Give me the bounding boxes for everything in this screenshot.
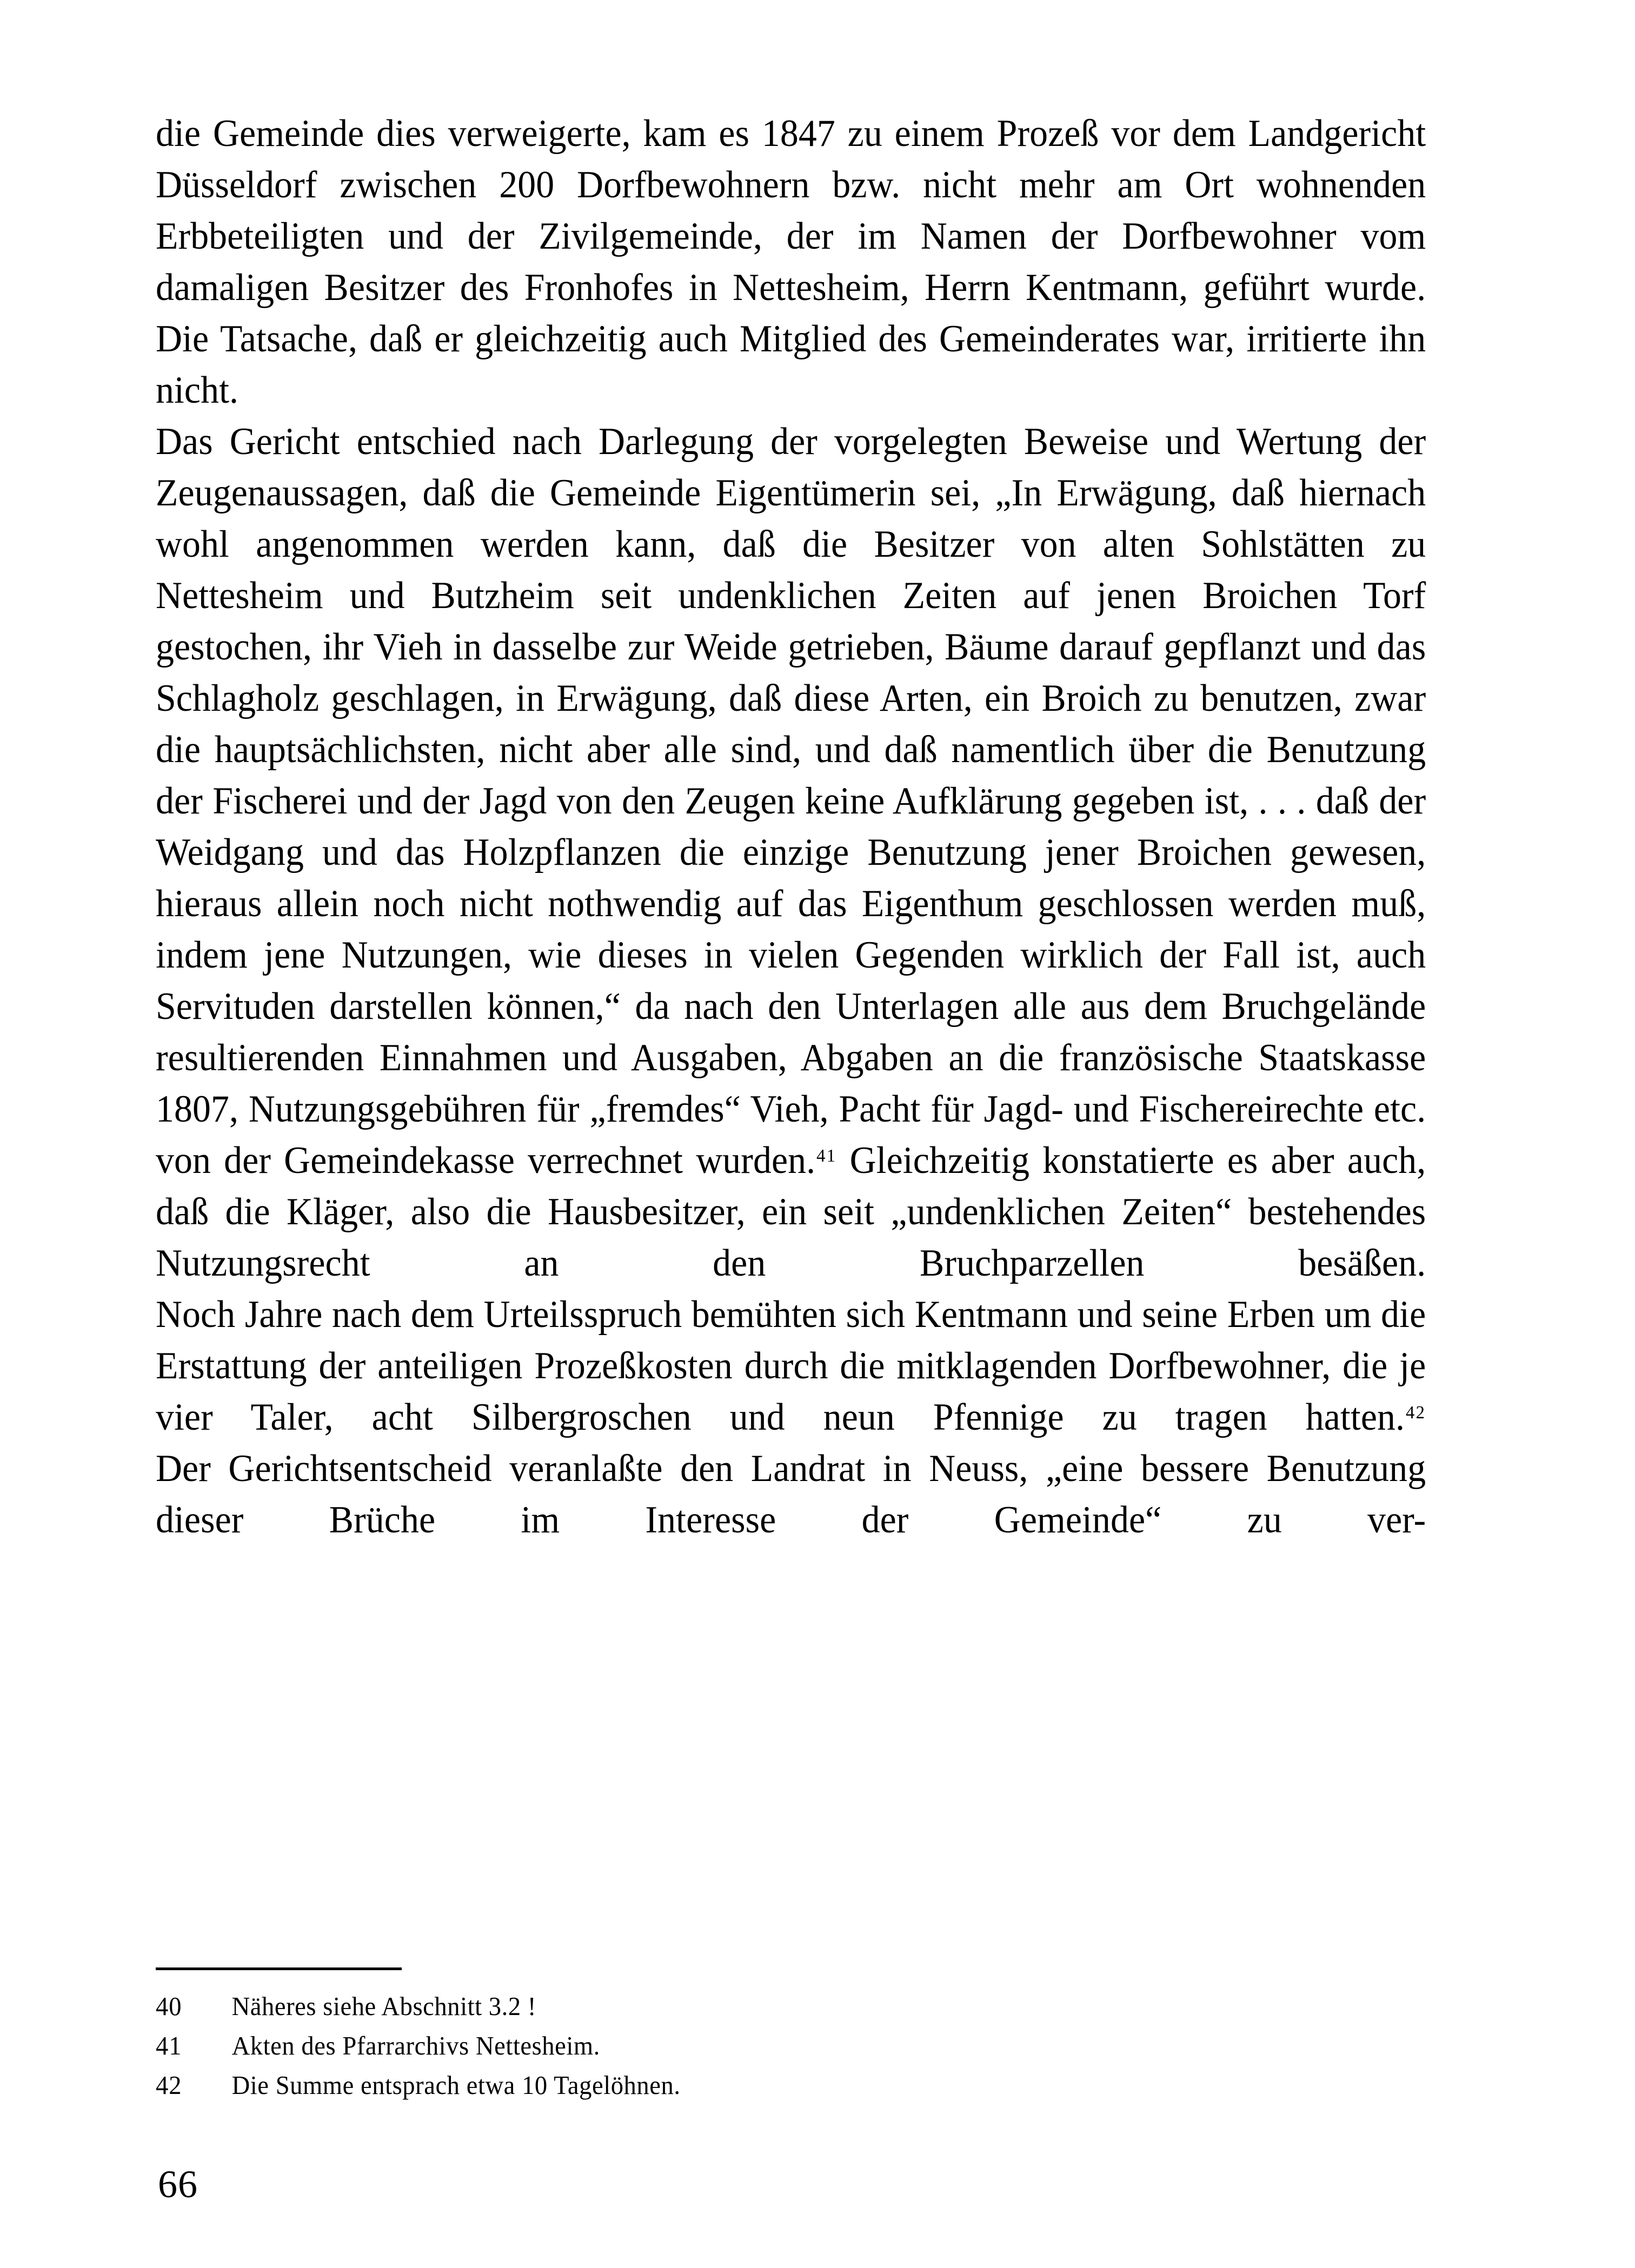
paragraph-landrat: Der Gerichtsentscheid veranlaßte den Landrat in Neuss, „eine bessere Benutzung dieser Brüche im Interesse der Gemeinde“ zu ver-	[156, 1447, 1426, 1541]
footnote-text-42: Die Summe entsprach etwa 10 Tagelöhnen.	[231, 2070, 681, 2100]
footnote-item-42	[156, 2065, 1419, 2105]
paragraph-urteil	[156, 416, 1426, 1289]
body-text-column	[156, 108, 1486, 1546]
page-number: 66	[158, 2163, 198, 2206]
footnote-text-41: Akten des Pfarrarchivs Nettesheim.	[231, 2031, 600, 2060]
footnote-ref-41[interactable]: 41	[816, 1145, 837, 1166]
paragraph-erben	[156, 1289, 1426, 1443]
footnote-number-41: 41	[156, 2031, 182, 2060]
footnote-text-40: Näheres siehe Abschnitt 3.2 !	[231, 1991, 536, 2021]
footnote-number-40: 40	[156, 1991, 182, 2021]
paragraph-erben-part-1: Noch Jahre nach dem Urteilsspruch bemühten sich Kentmann und seine Erben um die Erstattung der anteiligen Prozeßkosten durch die mitklagenden Dorfbewohner, die je vier Taler, acht Silbergroschen und neun Pfennige zu tragen hatten.	[156, 1293, 1426, 1438]
paragraph-urteil-part-2: Gleichzeitig konstatierte es aber auch, daß die Kläger, also die Hausbesitzer, ein seit „undenklichen Zeiten“ bestehendes Nutzungsrecht an den Bruchparzellen besäßen.	[156, 1139, 1426, 1284]
footnote-ref-42[interactable]: 42	[1405, 1402, 1426, 1423]
paragraph-urteil-part-1: Das Gericht entschied nach Darlegung der vorgelegten Beweise und Wertung der Zeugenaussagen, daß die Gemeinde Eigentümerin sei, „In Erwägung, daß hiernach wohl angenommen werden kann, daß die Besitzer von alten Sohlstätten zu Nettesheim und Butzheim seit undenklichen Zeiten auf jenen Broichen Torf gestochen, ihr Vieh in dasselbe zur Weide getrieben, Bäume darauf gepflanzt und das Schlagholz geschlagen, in Erwägung, daß diese Arten, ein Broich zu benutzen, zwar die hauptsächlichsten, nicht aber alle sind, und daß namentlich über die Benutzung der Fischerei und der Jagd von den Zeugen keine Aufklärung gegeben ist, . . . daß der Weidgang und das Holzpflanzen die einzige Benutzung jener Broichen gewesen, hieraus allein noch nicht nothwendig auf das Eigenthum geschlossen werden muß, indem jene Nutzungen, wie dieses in vielen Gegenden wirklich der Fall ist, auch Servituden darstellen können,“ da nach den Unterlagen alle aus dem Bruchgelände resultierenden Einnahmen und Ausgaben, Abgaben an die französische Staatskasse 1807, Nutzungsgebühren für „fremdes“ Vieh, Pacht für Jagd- und Fischereirechte etc. von der Gemeindekasse verrechnet wurden.	[156, 421, 1426, 1182]
footnote-separator-rule	[156, 1967, 402, 1970]
footnote-number-42: 42	[156, 2070, 182, 2100]
footnote-item-41	[156, 2026, 1419, 2065]
footnote-item-40	[156, 1986, 1419, 2026]
footnote-block	[156, 1967, 1486, 2105]
paragraph-prozess: die Gemeinde dies verweigerte, kam es 1847 zu einem Prozeß vor dem Landgericht Düsseldorf zwischen 200 Dorfbewohnern bzw. nicht mehr am Ort wohnenden Erbbeteiligten und der Zivilgemeinde, der im Namen der Dorfbewohner vom damaligen Besitzer des Fronhofes in Nettesheim, Herrn Kentmann, geführt wurde. Die Tatsache, daß er gleichzeitig auch Mitglied des Gemeinderates war, irritierte ihn nicht.	[156, 112, 1426, 411]
